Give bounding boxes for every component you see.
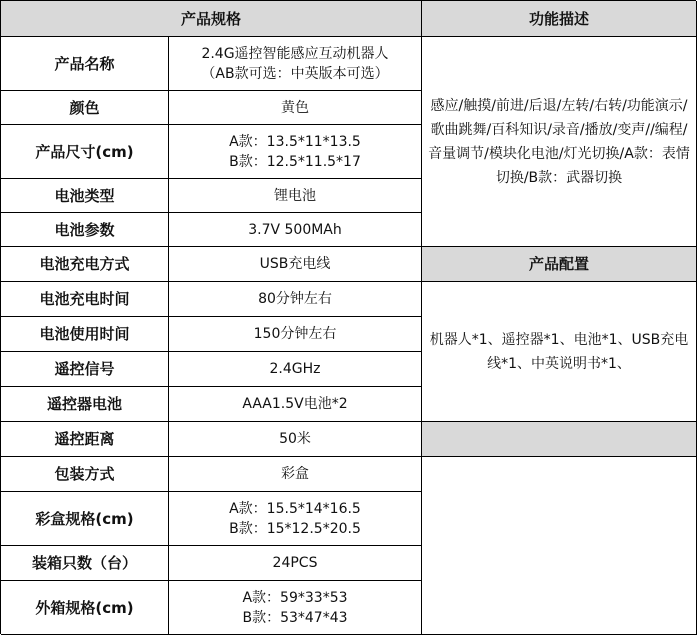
row-value: 彩盒: [169, 457, 422, 492]
row-label: 外箱规格(cm): [1, 581, 169, 635]
row-label: 电池充电时间: [1, 282, 169, 317]
row-value: 80分钟左右: [169, 282, 422, 317]
row-label: 装箱只数（台）: [1, 546, 169, 581]
row-label: 颜色: [1, 91, 169, 125]
row-label: 彩盒规格(cm): [1, 492, 169, 546]
row-value: 黄色: [169, 91, 422, 125]
row-value: 50米: [169, 422, 422, 457]
row-label: 电池使用时间: [1, 317, 169, 352]
config-header: 产品配置: [422, 247, 697, 282]
row-value: A款：59*33*53 B款：53*47*43: [169, 581, 422, 635]
row-label: 电池类型: [1, 179, 169, 213]
row-value: 2.4G遥控智能感应互动机器人 （AB款可选：中英版本可选）: [169, 37, 422, 91]
row-value: AAA1.5V电池*2: [169, 387, 422, 422]
function-header: 功能描述: [422, 1, 697, 37]
row-value: A款：13.5*11*13.5 B款：12.5*11.5*17: [169, 125, 422, 179]
row-value: 3.7V 500MAh: [169, 213, 422, 247]
empty-gray-cell: [422, 422, 697, 457]
row-value: 2.4GHz: [169, 352, 422, 387]
row-value: USB充电线: [169, 247, 422, 282]
row-label: 遥控距离: [1, 422, 169, 457]
row-value: 24PCS: [169, 546, 422, 581]
empty-cell: [422, 457, 697, 635]
row-label: 产品名称: [1, 37, 169, 91]
configuration-text: 机器人*1、遥控器*1、电池*1、USB充电线*1、中英说明书*1、: [422, 282, 697, 422]
spec-header: 产品规格: [1, 1, 422, 37]
row-label: 电池参数: [1, 213, 169, 247]
row-value: 锂电池: [169, 179, 422, 213]
row-value: 150分钟左右: [169, 317, 422, 352]
row-label: 电池充电方式: [1, 247, 169, 282]
row-label: 产品尺寸(cm): [1, 125, 169, 179]
row-label: 包装方式: [1, 457, 169, 492]
row-value: A款：15.5*14*16.5 B款：15*12.5*20.5: [169, 492, 422, 546]
function-description: 感应/触摸/前进/后退/左转/右转/功能演示/歌曲跳舞/百科知识/录音/播放/变声//编程/音量调节/模块化电池/灯光切换/A款：表情切换/B款：武器切换: [422, 37, 697, 247]
row-label: 遥控器电池: [1, 387, 169, 422]
row-label: 遥控信号: [1, 352, 169, 387]
